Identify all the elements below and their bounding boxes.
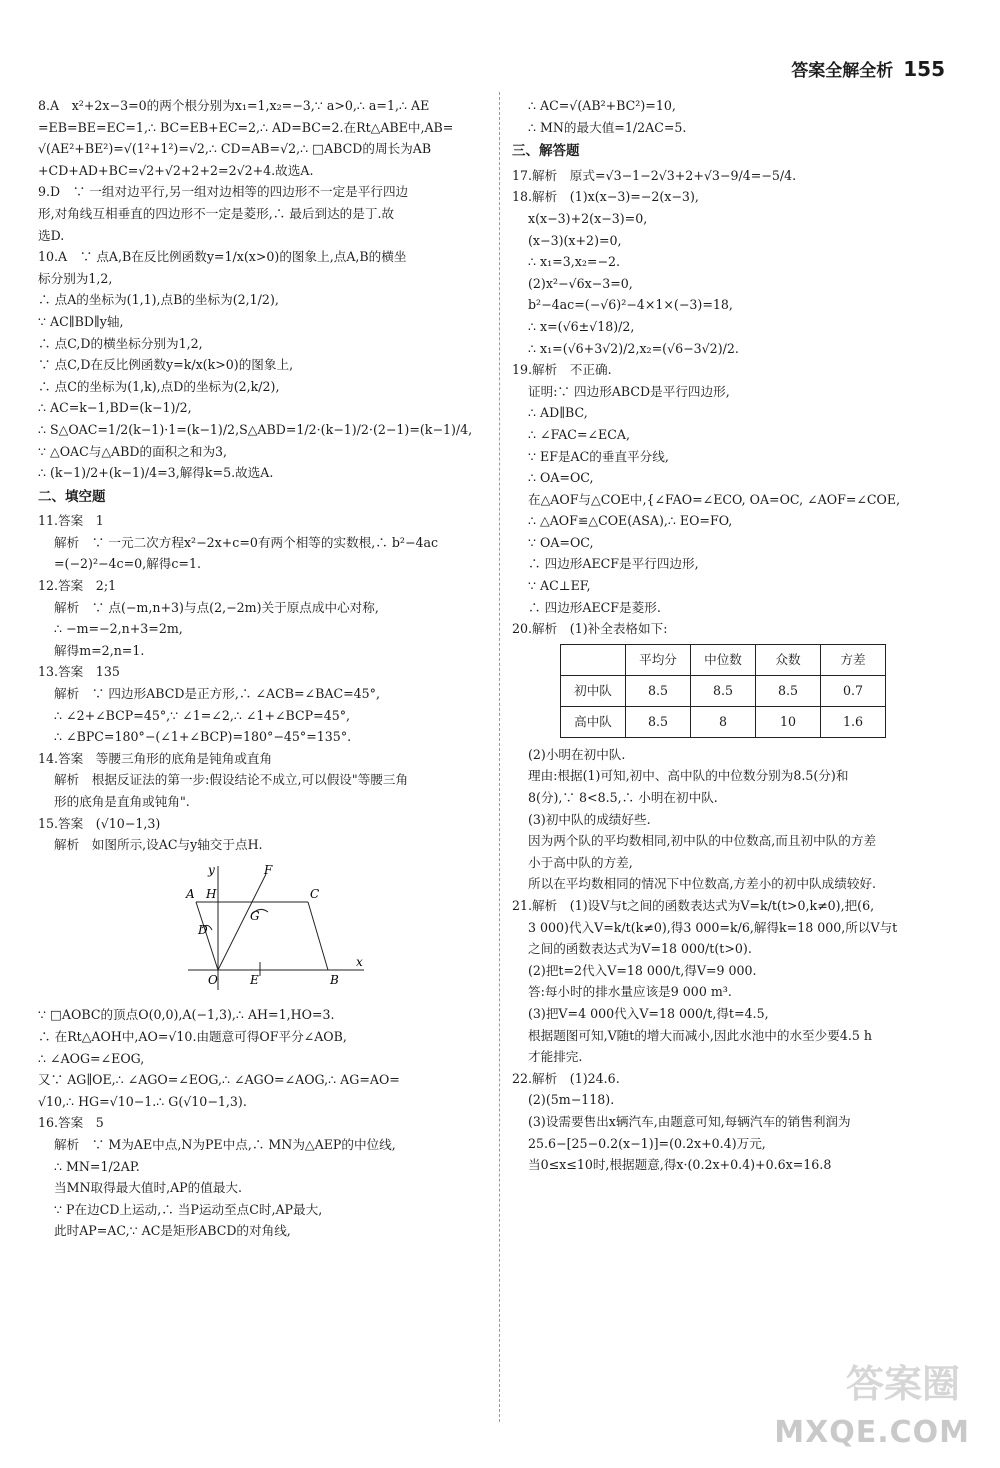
text-line: 20.解析 (1)补全表格如下: [512, 621, 668, 637]
text-line: 之间的函数表达式为V=18 000/t(t>0). [528, 941, 752, 957]
text-line: 所以在平均数相同的情况下中位数高,方差小的初中队成绩较好. [528, 876, 877, 892]
text-line: 17.解析 原式=√3−1−2√3+2+√3−9/4=−5/4. [512, 167, 797, 183]
label-d: D [198, 922, 208, 937]
text-line: ∴ AC=√(AB²+BC²)=10, [528, 98, 676, 113]
page-header [791, 56, 945, 81]
text-line: ∵ △OAC与△ABD的面积之和为3, [38, 443, 228, 459]
text-line: ∴ ∠2+∠BCP=45°,∵ ∠1=∠2,∴ ∠1+∠BCP=45°, [54, 707, 351, 723]
text-line: ∵ P在边CD上运动,∴ 当P运动至点C时,AP最大, [54, 1201, 323, 1217]
label-b: B [330, 972, 339, 987]
text-line: 证明:∵ 四边形ABCD是平行四边形, [528, 383, 730, 399]
text-line: (3)把V=4 000代入V=18 000/t,得t=4.5, [528, 1005, 769, 1021]
header-title: 答案全解全析 [791, 61, 894, 81]
text-line: 形,对角线互相垂直的四边形不一定是菱形,∴ 最后到达的是丁.故 [38, 205, 395, 221]
text-line: ∴ 点A的坐标为(1,1),点B的坐标为(2,1/2), [38, 292, 279, 308]
text-line: ∴ 四边形AECF是菱形. [528, 599, 661, 615]
text-line: 解得m=2,n=1. [54, 642, 145, 658]
text-line: ∵ EF是AC的垂直平分线, [528, 448, 669, 464]
text-line: ∴ ∠AOG=∠EOG, [38, 1050, 145, 1066]
text-line: 当MN取得最大值时,AP的值最大. [54, 1180, 243, 1196]
text-line: 小于高中队的方差, [528, 854, 633, 870]
label-a: A [186, 886, 195, 901]
text-line: 因为两个队的平均数相同,初中队的中位数高,而且初中队的方差 [528, 833, 877, 849]
text-line: √(AE²+BE²)=√(1²+1²)=√2,∴ CD=AB=√2,∴ □ABCD的周长为AB [38, 141, 432, 157]
section-heading: 三、解答题 [512, 143, 580, 160]
text-line: 13.答案 135 [38, 664, 120, 680]
table-header-cell: 中位数 [691, 644, 756, 675]
text-line: ∵ □AOBC的顶点O(0,0),A(−1,3),∴ AH=1,HO=3. [38, 1007, 335, 1023]
text-line: (2)把t=2代入V=18 000/t,得V=9 000. [528, 962, 757, 978]
text-line: b²−4ac=(−√6)²−4×1×(−3)=18, [528, 297, 733, 313]
table-header-cell: 平均分 [626, 644, 691, 675]
left-column [38, 95, 490, 1242]
column-divider [499, 92, 500, 1422]
text-line: ∴ ∠FAC=∠ECA, [528, 426, 630, 442]
table-cell: 10 [756, 706, 821, 737]
text-line: 选D. [38, 227, 65, 243]
text-line: 14.答案 等腰三角形的底角是钝角或直角 [38, 750, 273, 766]
segment-cb [308, 902, 328, 970]
text-line: (2)小明在初中队. [528, 746, 626, 762]
watermark-url: MXQE.COM [774, 1415, 970, 1450]
text-line: =(−2)²−4c=0,解得c=1. [54, 556, 201, 572]
text-line: 15.答案 (√10−1,3) [38, 815, 161, 831]
text-line: 形的底角是直角或钝角". [54, 794, 190, 809]
text-line: 9.D ∵ 一组对边平行,另一组对边相等的四边形不一定是平行四边 [38, 184, 409, 200]
table-row [561, 706, 886, 737]
table-cell: 初中队 [561, 675, 626, 706]
text-line: ∴ S△OAC=1/2(k−1)·1=(k−1)/2,S△ABD=1/2·(k−1)/2·(2−1)=(k−1)/4, [38, 421, 473, 437]
text-line: 解析 ∵ 点(−m,n+3)与点(2,−2m)关于原点成中心对称, [54, 599, 379, 615]
table-cell: 8.5 [756, 675, 821, 706]
text-line: (3)初中队的成绩好些. [528, 811, 651, 827]
text-line: ∴ AD∥BC, [528, 405, 588, 421]
text-line: ∵ OA=OC, [528, 534, 594, 550]
text-line: 3 000)代入V=k/t(k≠0),得3 000=k/6,解得k=18 000,所以V与t [528, 919, 898, 935]
table-header-row [561, 644, 886, 675]
text-line: 22.解析 (1)24.6. [512, 1070, 620, 1086]
text-line: ∴ 点C,D的横坐标分别为1,2, [38, 335, 203, 351]
text-line: ∵ AC∥BD∥y轴, [38, 313, 124, 329]
text-line: 16.答案 5 [38, 1115, 104, 1131]
text-line: ∴ 在Rt△AOH中,AO=√10.由题意可得OF平分∠AOB, [38, 1028, 347, 1044]
text-line: ∴ 点C的坐标为(1,k),点D的坐标为(2,k/2), [38, 378, 280, 394]
text-line: 8(分),∵ 8<8.5,∴ 小明在初中队. [528, 790, 718, 806]
table-cell: 1.6 [821, 706, 886, 737]
text-line: 解析 根据反证法的第一步:假设结论不成立,可以假设"等腰三角 [54, 772, 409, 788]
text-line: 解析 如图所示,设AC与y轴交于点H. [54, 837, 263, 853]
text-line: ∴ MN=1/2AP. [54, 1158, 140, 1174]
table-header-cell: 众数 [756, 644, 821, 675]
label-h: H [206, 886, 217, 901]
label-c: C [310, 886, 320, 901]
text-line: 10.A ∵ 点A,B在反比例函数y=1/x(x>0)的图象上,点A,B的横坐 [38, 249, 407, 265]
section-heading: 二、填空题 [38, 488, 106, 505]
text-line: ∵ 点C,D在反比例函数y=k/x(k>0)的图象上, [38, 357, 294, 373]
text-line: 18.解析 (1)x(x−3)=−2(x−3), [512, 189, 699, 205]
table-cell: 0.7 [821, 675, 886, 706]
text-line: (3)设需要售出x辆汽车,由题意可知,每辆汽车的销售利润为 [528, 1113, 851, 1129]
text-line: ∴ ∠BPC=180°−(∠1+∠BCP)=180°−45°=135°. [54, 729, 352, 745]
text-line: (x−3)(x+2)=0, [528, 232, 622, 248]
text-line: +CD+AD+BC=√2+√2+2+2=2√2+4.故选A. [38, 162, 314, 178]
text-line: 21.解析 (1)设V与t之间的函数表达式为V=k/t(t>0,k≠0),把(6, [512, 898, 875, 913]
text-line: 才能排完. [528, 1049, 583, 1065]
text-line: 在△AOF与△COE中,{∠FAO=∠ECO, OA=OC, ∠AOF=∠COE, [528, 491, 901, 507]
text-line: 12.答案 2;1 [38, 578, 117, 594]
table-cell: 8.5 [626, 675, 691, 706]
text-line: ∴ x₁=3,x₂=−2. [528, 254, 621, 270]
text-line: ∵ AC⊥EF, [528, 578, 591, 594]
text-line: √10,∴ HG=√10−1.∴ G(√10−1,3). [38, 1093, 247, 1109]
text-line: ∴ 四边形AECF是平行四边形, [528, 556, 699, 572]
table-cell: 8 [691, 706, 756, 737]
text-line: 解析 ∵ 四边形ABCD是正方形,∴ ∠ACB=∠BAC=45°, [54, 686, 380, 702]
table-cell: 8.5 [691, 675, 756, 706]
text-line: =EB=BE=EC=1,∴ BC=EB+EC=2,∴ AD=BC=2.在Rt△ABE中,AB= [38, 119, 454, 135]
label-y: y [208, 862, 215, 877]
text-line: 答:每小时的排水量应该是9 000 m³. [528, 984, 732, 1000]
text-line: 当0≤x≤10时,根据题意,得x·(0.2x+0.4)+0.6x=16.8 [528, 1157, 832, 1173]
text-line: ∴ AC=k−1,BD=(k−1)/2, [38, 400, 192, 416]
text-line: ∴ △AOF≌△COE(ASA),∴ EO=FO, [528, 513, 733, 529]
text-line: 此时AP=AC,∵ AC是矩形ABCD的对角线, [54, 1223, 291, 1239]
text-line: 标分别为1,2, [38, 270, 113, 286]
table-header-cell [561, 644, 626, 675]
text-line: ∴ MN的最大值=1/2AC=5. [528, 119, 687, 135]
text-line: 解析 ∵ M为AE中点,N为PE中点,∴ MN为△AEP的中位线, [54, 1136, 396, 1152]
table-row [561, 675, 886, 706]
text-line: 理由:根据(1)可知,初中、高中队的中位数分别为8.5(分)和 [528, 768, 849, 784]
text-line: 25.6−[25−0.2(x−1)]=(0.2x+0.4)万元, [528, 1135, 766, 1151]
label-o: O [208, 972, 218, 987]
watermark-logo: 答案圈 [845, 1362, 960, 1406]
table-cell: 高中队 [561, 706, 626, 737]
text-line: 根据题图可知,V随t的增大而减小,因此水池中的水至少要4.5 h [528, 1027, 872, 1043]
text-line: ∴ OA=OC, [528, 470, 594, 486]
text-line: 又∵ AG∥OE,∴ ∠AGO=∠EOG,∴ ∠AGO=∠AOG,∴ AG=AO= [38, 1072, 400, 1088]
text-line: x(x−3)+2(x−3)=0, [528, 210, 648, 226]
stats-table [560, 644, 886, 738]
parallelogram-figure [178, 862, 368, 994]
text-line: 解析 ∵ 一元二次方程x²−2x+c=0有两个相等的实数根,∴ b²−4ac [54, 534, 439, 550]
text-line: (2)x²−√6x−3=0, [528, 275, 633, 291]
text-line: ∴ x₁=(√6+3√2)/2,x₂=(√6−3√2)/2. [528, 340, 739, 356]
text-line: ∴ (k−1)/2+(k−1)/4=3,解得k=5.故选A. [38, 465, 274, 481]
table-cell: 8.5 [626, 706, 691, 737]
text-line: ∴ −m=−2,n+3=2m, [54, 621, 183, 637]
label-e: E [250, 972, 259, 987]
right-column [512, 95, 956, 1176]
table-header-cell: 方差 [821, 644, 886, 675]
page-number: 155 [903, 57, 945, 81]
label-g: G [250, 908, 260, 923]
label-x: x [356, 954, 363, 969]
text-line: ∴ x=(√6±√18)/2, [528, 318, 635, 334]
text-line: (2)(5m−118). [528, 1092, 615, 1108]
text-line: 11.答案 1 [38, 513, 104, 529]
label-f: F [264, 862, 273, 877]
text-line: 19.解析 不正确. [512, 362, 612, 378]
text-line: 8.A x²+2x−3=0的两个根分别为x₁=1,x₂=−3,∵ a>0,∴ a=1,∴ AE [38, 98, 430, 113]
